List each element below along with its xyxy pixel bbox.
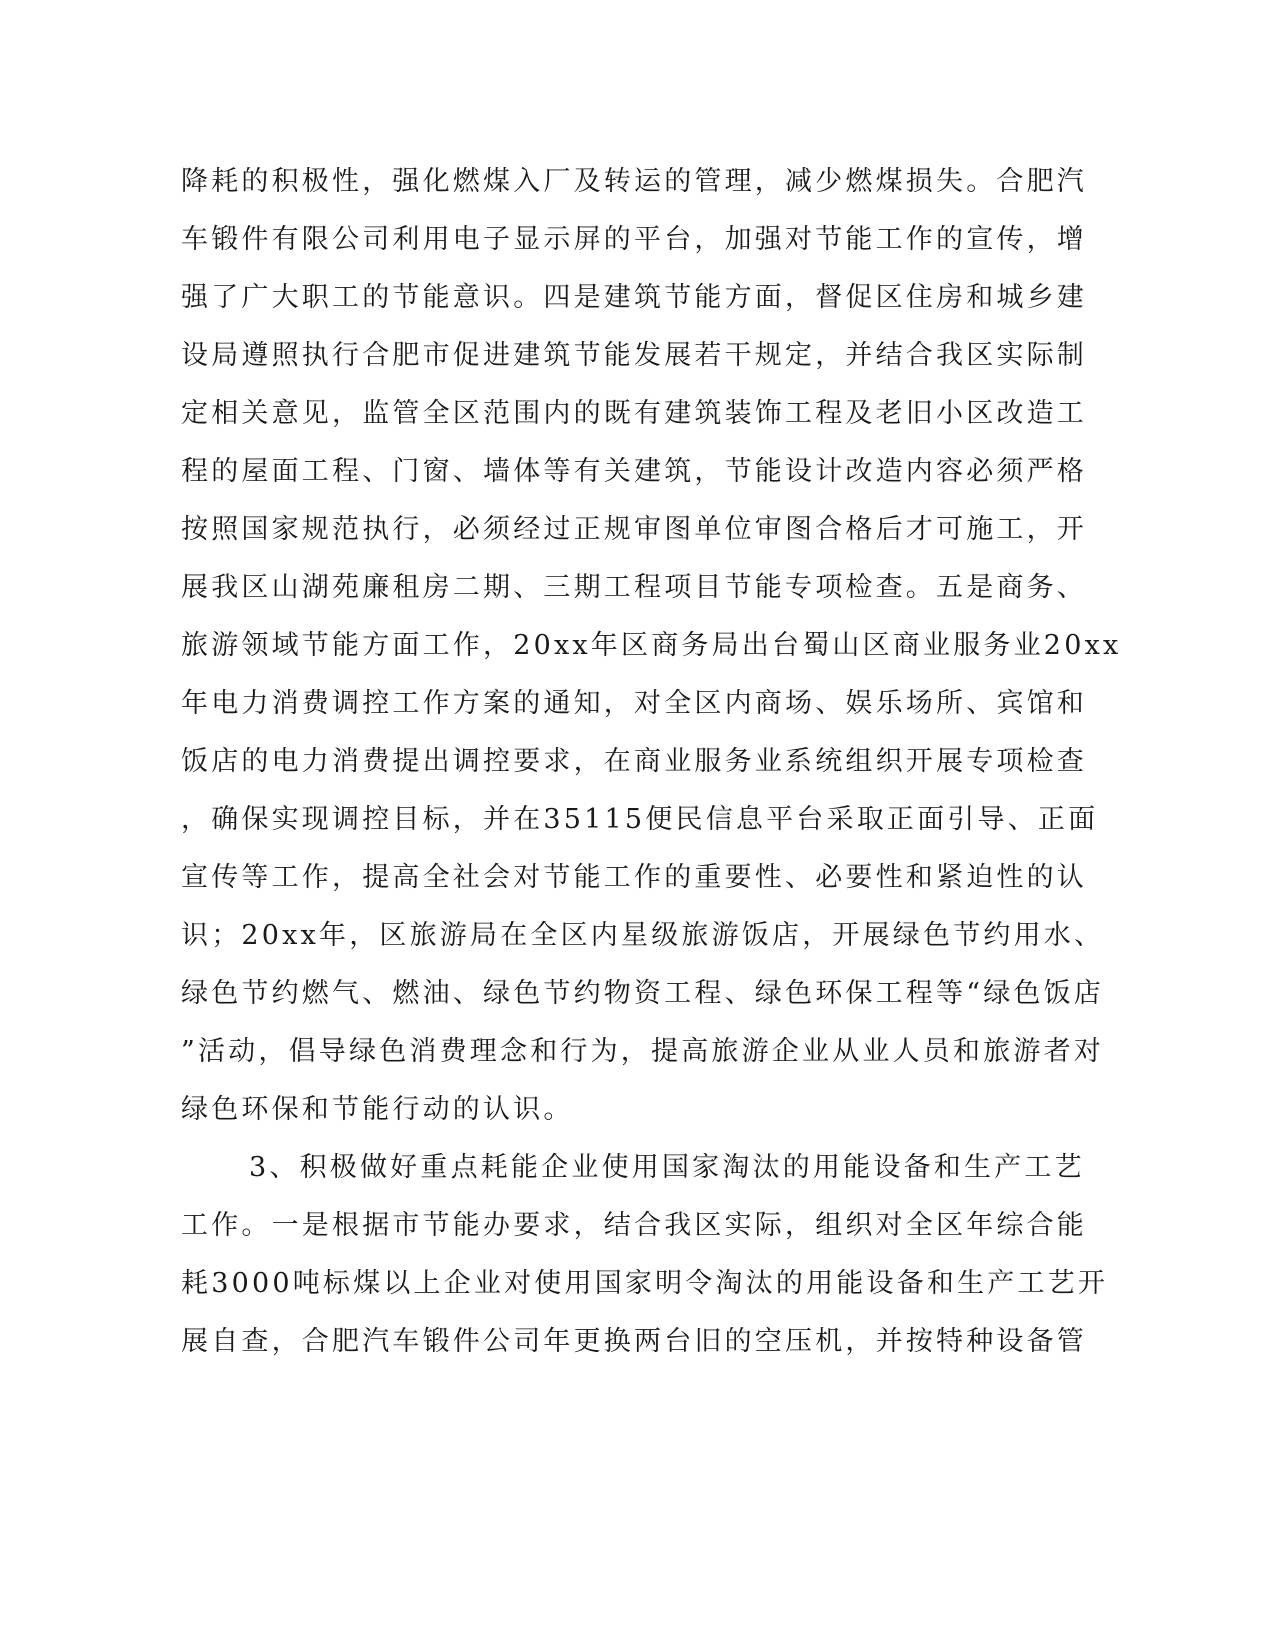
text-line-2: 车锻件有限公司利用电子显示屏的平台，加强对节能工作的宣传，增 [181, 224, 1087, 255]
text-line-18: 3、积极做好重点耗能企业使用国家淘汰的用能设备和生产工艺 [249, 1152, 1085, 1183]
text-line-8: 展我区山湖苑廉租房二期、三期工程项目节能专项检查。五是商务、 [181, 572, 1087, 603]
text-line-16: ”活动，倡导绿色消费理念和行为，提高旅游企业从业人员和旅游者对 [181, 1036, 1105, 1067]
text-line-4: 设局遵照执行合肥市促进建筑节能发展若干规定，并结合我区实际制 [181, 340, 1087, 371]
text-line-14: 识；20xx年，区旅游局在全区内星级旅游饭店，开展绿色节约用水、 [181, 920, 1105, 951]
text-line-9: 旅游领域节能方面工作，20xx年区商务局出台蜀山区商业服务业20xx [181, 630, 1122, 661]
text-line-11: 饭店的电力消费提出调控要求，在商业服务业系统组织开展专项检查 [181, 746, 1087, 777]
text-line-15: 绿色节约燃气、燃油、绿色节约物资工程、绿色环保工程等“绿色饭店 [181, 978, 1105, 1009]
text-line-12: ，确保实现调控目标，并在35115便民信息平台采取正面引导、正面 [181, 804, 1099, 835]
text-line-19: 工作。一是根据市节能办要求，结合我区实际，组织对全区年综合能 [181, 1210, 1087, 1241]
text-line-10: 年电力消费调控工作方案的通知，对全区内商场、娱乐场所、宾馆和 [181, 688, 1087, 719]
text-line-7: 按照国家规范执行，必须经过正规审图单位审图合格后才可施工，开 [181, 514, 1087, 545]
text-line-21: 展自查，合肥汽车锻件公司年更换两台旧的空压机，并按特种设备管 [181, 1326, 1087, 1357]
text-line-5: 定相关意见，监管全区范围内的既有建筑装饰工程及老旧小区改造工 [181, 398, 1087, 429]
text-line-1: 降耗的积极性，强化燃煤入厂及转运的管理，减少燃煤损失。合肥汽 [181, 166, 1087, 197]
text-line-17: 绿色环保和节能行动的认识。 [181, 1094, 574, 1125]
text-line-3: 强了广大职工的节能意识。四是建筑节能方面，督促区住房和城乡建 [181, 282, 1087, 313]
text-line-6: 程的屋面工程、门窗、墙体等有关建筑，节能设计改造内容必须严格 [181, 456, 1087, 487]
text-line-13: 宣传等工作，提高全社会对节能工作的重要性、必要性和紧迫性的认 [181, 862, 1087, 893]
text-line-20: 耗3000吨标煤以上企业对使用国家明令淘汰的用能设备和生产工艺开 [181, 1268, 1109, 1299]
